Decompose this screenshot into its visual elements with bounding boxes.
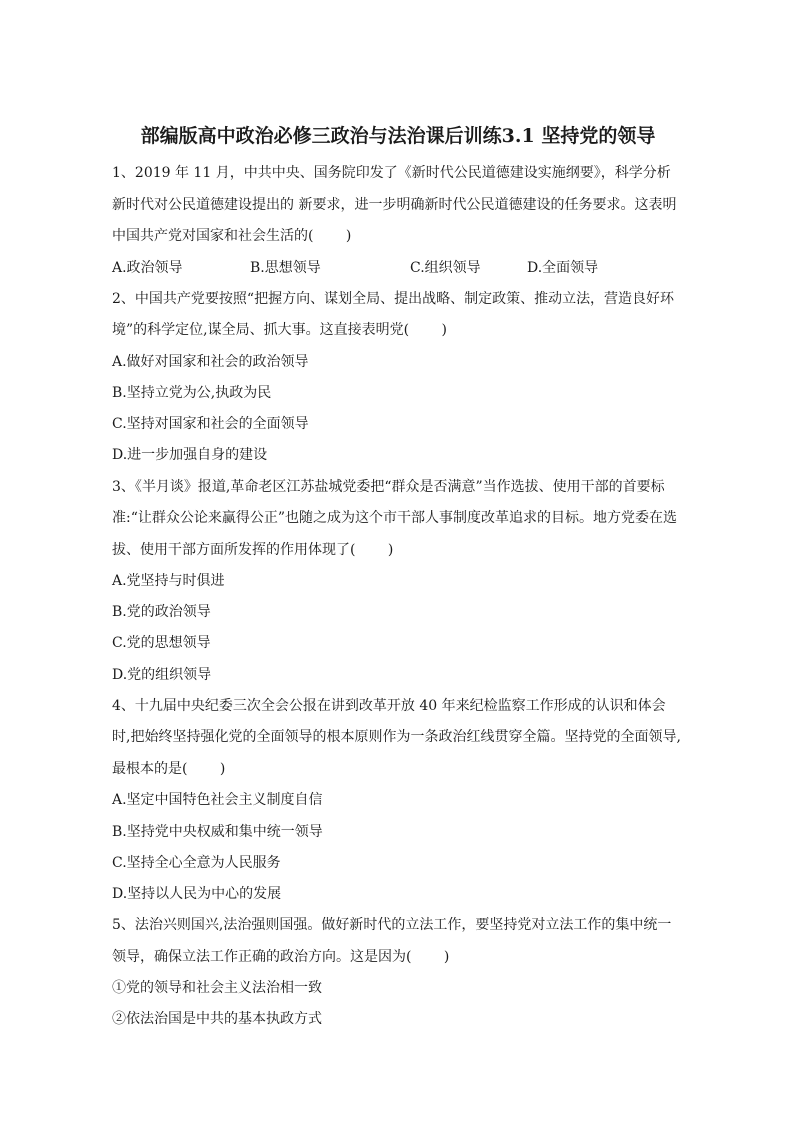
question-5-item-1: ①党的领导和社会主义法治相一致: [112, 980, 322, 997]
question-3-stem: 3、《半月谈》报道,革命老区江苏盐城党委把“群众是否满意”当作选拔、使用干部的首要标准:“让群众公论来赢得公正”也随之成为这个市干部人事制度改革追求的目标。地方党委在选拔、使用干部方面所发挥的作用体现了( ): [112, 478, 678, 558]
question-1-option-b: B.思想领导: [250, 259, 321, 276]
question-4-option-b: B.坚持党中央权威和集中统一领导: [112, 823, 323, 840]
question-5-stem: 5、法治兴则国兴,法治强则国强。做好新时代的立法工作，要坚持党对立法工作的集中统一领导，确保立法工作正确的政治方向。这是因为( ): [112, 917, 672, 965]
question-4-option-c: C.坚持全心全意为人民服务: [112, 854, 281, 871]
question-2-stem: 2、中国共产党要按照“把握方向、谋划全局、提出战略、制定政策、推动立法，营造良好环境”的科学定位,谋全局、抓大事。这直接表明党( ): [112, 290, 675, 339]
document-title: 部编版高中政治必修三政治与法治课后训练3.1 坚持党的领导: [140, 125, 656, 147]
question-3-option-a: A.党坚持与时俱进: [112, 573, 225, 590]
question-4-option-a: A.坚定中国特色社会主义制度自信: [112, 792, 323, 809]
question-2-option-d: D.进一步加强自身的建设: [112, 447, 268, 464]
question-1-option-c: C.组织领导: [410, 259, 481, 276]
question-5-item-2: ②依法治国是中共的基本执政方式: [112, 1011, 322, 1028]
question-4-option-d: D.坚持以人民为中心的发展: [112, 885, 282, 902]
question-4-stem: 4、十九届中央纪委三次全会公报在讲到改革开放 40 年来纪检监察工作形成的认识和体会时,把始终坚持强化党的全面领导的根本原则作为一条政治红线贯穿全篇。坚持党的全面领导,最根本的是( ): [112, 697, 681, 777]
document-page: [112, 122, 684, 1036]
question-1-option-a: A.政治领导: [112, 259, 183, 276]
question-2-option-c: C.坚持对国家和社会的全面领导: [112, 416, 309, 433]
question-1-options: [112, 253, 684, 284]
question-1-option-d: D.全面领导: [527, 259, 599, 276]
question-3-option-c: C.党的思想领导: [112, 635, 211, 652]
question-1-stem: 1、2019 年 11 月，中共中央、国务院印发了《新时代公民道德建设实施纲要》，科学分析新时代对公民道德建设提出的 新要求，进一步明确新时代公民道德建设的任务要求。这表明中国共产党对国家和社会生活的( ): [112, 165, 677, 244]
question-3: [112, 472, 684, 691]
question-2: [112, 284, 684, 472]
question-4: [112, 691, 684, 910]
question-3-option-b: B.党的政治领导: [112, 604, 211, 621]
question-2-option-a: A.做好对国家和社会的政治领导: [112, 353, 309, 370]
question-3-option-d: D.党的组织领导: [112, 666, 212, 683]
question-1: [112, 158, 684, 284]
question-2-option-b: B.坚持立党为公,执政为民: [112, 384, 272, 401]
question-5: [112, 910, 684, 1035]
